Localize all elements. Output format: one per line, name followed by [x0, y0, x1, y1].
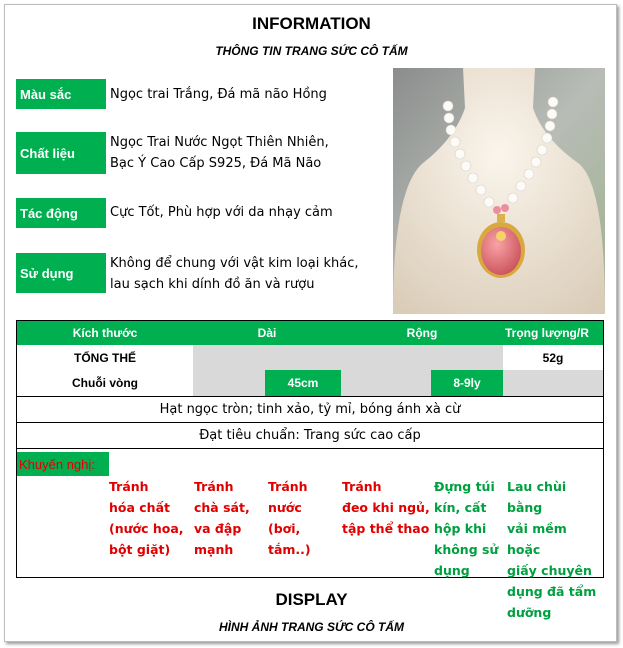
- note-pearls: Hạt ngọc tròn; tinh xảo, tỷ mỉ, bóng ánh xà cừ: [159, 402, 461, 417]
- rec-store-bag: Đựng túi kín, cất hộp khi không sử dụng: [434, 479, 499, 578]
- label-effect: Tác động: [16, 198, 106, 228]
- display-subtitle: HÌNH ẢNH TRANG SỨC CÔ TẤM: [218, 620, 405, 634]
- cell-total-length: [193, 345, 341, 370]
- value-color: Ngọc trai Trắng, Đá mã não Hồng: [110, 87, 327, 102]
- label-color: Màu sắc: [16, 79, 106, 109]
- cell-chain-weight: [503, 370, 603, 396]
- page-title: INFORMATION: [252, 14, 371, 33]
- rec-clean-cloth: Lau chùi bằng vải mềm hoặc giấy chuyên dụng đã tẩm dưỡng: [507, 479, 597, 620]
- divider: [17, 396, 603, 397]
- page-subtitle: THÔNG TIN TRANG SỨC CÔ TẤM: [215, 44, 408, 58]
- rec-avoid-chemicals: Tránh hóa chất (nước hoa, bột giặt): [109, 479, 184, 557]
- value-effect: Cực Tốt, Phù hợp với da nhạy cảm: [110, 205, 333, 220]
- label-usage: Sử dụng: [16, 253, 106, 293]
- rec-avoid-sleep-sport: Tránh đeo khi ngủ, tập thể thao: [342, 479, 430, 536]
- label-material: Chất liệu: [16, 132, 106, 174]
- row-name-total: TỔNG THỂ: [74, 350, 136, 365]
- rec-avoid-water: Tránh nước (bơi, tắm..): [268, 479, 311, 557]
- cell-total-weight: 52g: [542, 350, 564, 365]
- value-usage: Không để chung với vật kim loại khác, lau sạch khi dính đồ ăn và rượu: [110, 256, 359, 292]
- cell-chain-length: 45cm: [265, 370, 341, 396]
- row-name-chain: Chuỗi vòng: [72, 376, 138, 390]
- divider: [17, 448, 603, 449]
- cell-total-width: [341, 345, 503, 370]
- display-title: DISPLAY: [275, 590, 348, 609]
- cell-chain-gap-1: [193, 370, 265, 396]
- cell-chain-gap-2: [341, 370, 431, 396]
- header-width: Rộng: [341, 321, 503, 345]
- rec-avoid-impact: Tránh chà sát, va đập mạnh: [194, 479, 250, 557]
- header-size: Kích thước: [17, 321, 193, 345]
- necklace-illustration: [393, 68, 605, 314]
- header-length: Dài: [193, 321, 341, 345]
- cell-chain-width: 8-9ly: [431, 370, 503, 396]
- necklace-photo: [393, 68, 605, 314]
- header-weight: Trọng lượng/R: [503, 321, 603, 345]
- recommendation-label: Khuyến nghị:: [17, 452, 109, 476]
- note-standard: Đạt tiêu chuẩn: Trang sức cao cấp: [199, 428, 421, 443]
- divider: [17, 422, 603, 423]
- value-material: Ngọc Trai Nước Ngọt Thiên Nhiên, Bạc Ý Cao Cấp S925, Đá Mã Não: [110, 135, 329, 171]
